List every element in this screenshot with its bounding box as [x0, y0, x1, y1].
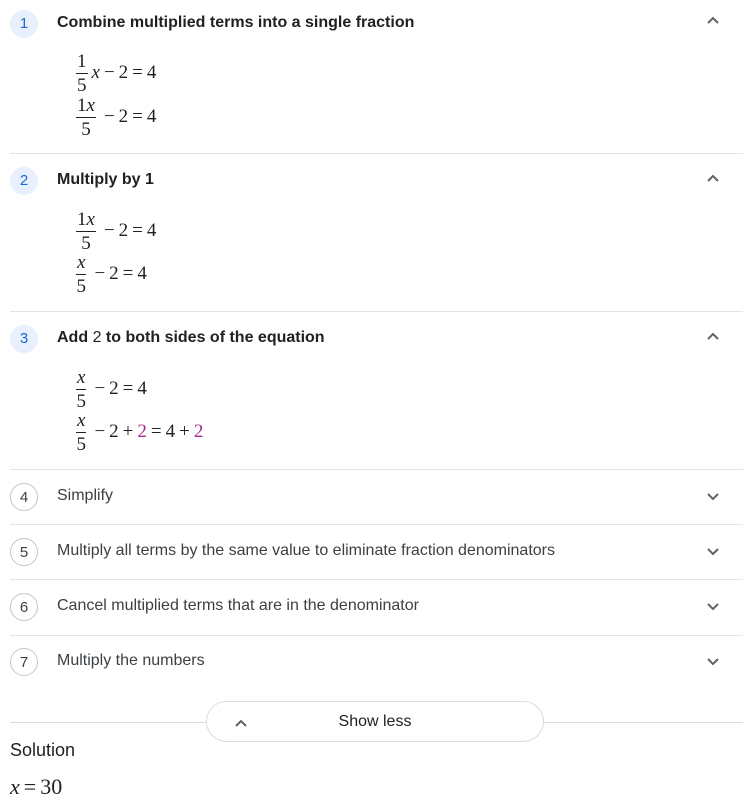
chevron-up-icon[interactable]	[705, 12, 721, 28]
equation-line: $\frac{x}{5}$ − 2 = 4	[76, 366, 147, 412]
step-number-badge: 6	[10, 593, 38, 621]
divider	[544, 722, 743, 723]
chevron-down-icon[interactable]	[705, 599, 721, 615]
step-number-badge: 3	[10, 325, 38, 353]
step-title[interactable]: Cancel multiplied terms that are in the denominator	[57, 597, 419, 614]
step-3	[10, 312, 743, 470]
chevron-up-icon[interactable]	[705, 170, 721, 186]
divider	[10, 722, 206, 723]
fraction: $\frac{1x}{5}$	[77, 94, 95, 140]
chevron-down-icon[interactable]	[705, 544, 721, 560]
fraction: $\frac{x}{5}$	[76, 409, 86, 455]
equation-line: $\frac{1x}{5}$ − 2 = 4	[77, 94, 157, 140]
step-title[interactable]: Combine multiplied terms into a single fraction	[57, 14, 415, 31]
step-6[interactable]	[10, 580, 743, 636]
equation-line: $\frac{x}{5}$ − 2 + 2 = 4 + 2	[76, 409, 204, 455]
fraction: $\frac{x}{5}$	[76, 251, 86, 297]
step-4[interactable]	[10, 470, 743, 525]
step-title[interactable]: Multiply the numbers	[57, 652, 205, 669]
show-less-button[interactable]	[206, 701, 544, 742]
chevron-up-icon[interactable]	[705, 328, 721, 344]
equation-line: $\frac{1x}{5}$ − 2 = 4	[77, 208, 157, 254]
step-1	[10, 0, 743, 154]
step-5[interactable]	[10, 525, 743, 580]
step-7[interactable]	[10, 636, 743, 690]
solution-equation: x = 30	[10, 774, 63, 799]
step-title[interactable]: Multiply by 1	[57, 171, 154, 188]
step-title[interactable]: Multiply all terms by the same value to eliminate fraction denominators	[57, 542, 555, 559]
step-title[interactable]: Simplify	[57, 487, 114, 504]
equation-line: $\frac{x}{5}$ − 2 = 4	[76, 251, 147, 297]
fraction: $\frac{1x}{5}$	[77, 208, 95, 254]
equation-line: $\frac{1}{5}$ x − 2 = 4	[77, 50, 157, 96]
fraction: $\frac{1}{5}$	[77, 50, 87, 96]
solution-heading: Solution	[10, 740, 76, 760]
step-2	[10, 154, 743, 312]
step-number-badge: 4	[10, 483, 38, 511]
step-number-badge: 1	[10, 10, 38, 38]
fraction: $\frac{x}{5}$	[76, 366, 86, 412]
chevron-down-icon[interactable]	[705, 489, 721, 505]
show-less-label: Show less	[338, 713, 412, 730]
step-number-badge: 2	[10, 167, 38, 195]
step-title[interactable]: Add 2 to both sides of the equation	[57, 329, 325, 346]
step-number-badge: 7	[10, 648, 38, 676]
step-number-badge: 5	[10, 538, 38, 566]
chevron-down-icon[interactable]	[705, 654, 721, 670]
